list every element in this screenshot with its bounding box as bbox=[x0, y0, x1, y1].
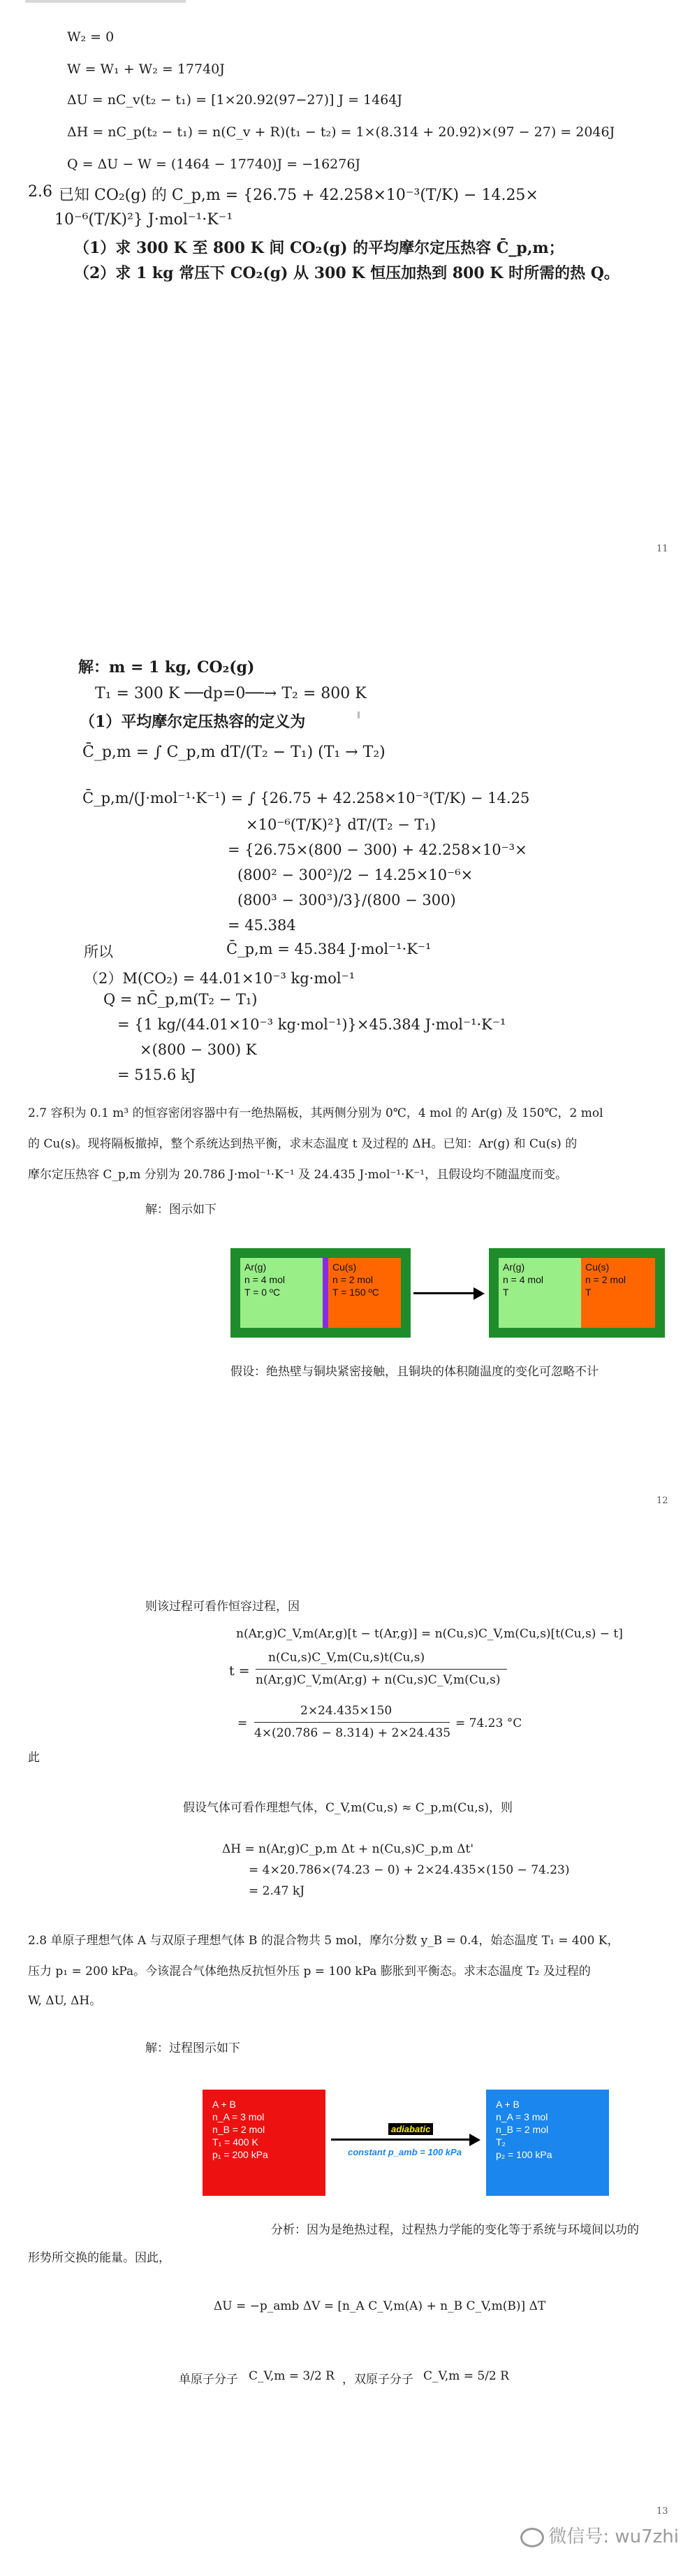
expansion-arrow-head bbox=[469, 2134, 480, 2146]
process-arrow-head bbox=[474, 1287, 485, 1300]
solution-2-6-given: 解：m = 1 kg, CO₂(g) bbox=[78, 658, 255, 676]
solution-2-6-def: C̄_p,m = ∫ C_p,m dT/(T₂ − T₁) (T₁ → T₂) bbox=[82, 744, 386, 761]
initial-mixture-box bbox=[203, 2090, 325, 2196]
adiabatic-label: adiabatic bbox=[388, 2123, 433, 2135]
eq-du: ΔU = nC_v(t₂ − t₁) = [1×20.92(97−27)] J = 1464J bbox=[67, 92, 403, 108]
cu-final-temperature: T bbox=[585, 1287, 592, 1298]
problem-2-8-line1: 2.8 单原子理想气体 A 与双原子理想气体 B 的混合物共 5 mol，摩尔分数 y_B = 0.4，始态温度 T₁ = 400 K， bbox=[28, 1934, 619, 1948]
solution-2-6-eval-2: (800² − 300²)/2 − 14.25×10⁻⁶× bbox=[237, 867, 474, 883]
monatomic-cv: C_V,m = 3/2 R bbox=[249, 2369, 335, 2383]
chat-bubble-icon bbox=[520, 2528, 544, 2547]
t-formula-numerator: n(Cu,s)C_V,m(Cu,s)t(Cu,s) bbox=[268, 1651, 425, 1665]
cu-title: Cu(s) bbox=[332, 1261, 357, 1273]
insulating-partition bbox=[323, 1258, 328, 1328]
page-number-13: 13 bbox=[656, 2506, 668, 2517]
analysis-line-1: 分析：因为是绝热过程，过程热力学能的变化等于系统与环境间以功的 bbox=[271, 2223, 639, 2237]
final-temperature: T₂ bbox=[496, 2136, 506, 2148]
ar-final-moles: n = 4 mol bbox=[503, 1274, 543, 1285]
problem-2-7-line2: 的 Cu(s)。现将隔板撤掉，整个系统达到热平衡，求末态温度 t 及过程的 ΔH。已知：Ar(g) 和 Cu(s) 的 bbox=[28, 1137, 578, 1151]
heat-balance-equation: n(Ar,g)C_V,m(Ar,g)[t − t(Ar,g)] = n(Cu,s)C_V,m(Cu,s)[t(Cu,s) − t] bbox=[236, 1627, 623, 1641]
diagram-initial-state bbox=[230, 1248, 411, 1338]
cu-moles: n = 2 mol bbox=[332, 1274, 373, 1285]
equals-sign: = bbox=[237, 1716, 248, 1730]
solution-2-6-eval-3: (800³ − 300³)/3}/(800 − 300) bbox=[237, 892, 456, 909]
solution-2-6-q-sub-1: = {1 kg/(44.01×10⁻³ kg·mol⁻¹)}×45.384 J·mol⁻¹·K⁻¹ bbox=[117, 1016, 506, 1033]
t-formula-denominator: n(Ar,g)C_V,m(Ar,g) + n(Cu,s)C_V,m(Cu,s) bbox=[256, 1673, 501, 1687]
delta-h-eq-1: ΔH = n(Ar,g)C_p,m Δt + n(Cu,s)C_p,m Δt' bbox=[222, 1842, 474, 1856]
t-numeric-fraction-bar bbox=[254, 1722, 450, 1723]
problem-2-6-line1: 已知 CO₂(g) 的 C_p,m = {26.75 + 42.258×10⁻³(T/K) − 14.25× bbox=[59, 187, 538, 204]
final-pressure: p₂ = 100 kPa bbox=[496, 2149, 552, 2160]
delta-h-eq-2: = 4×20.786×(74.23 − 0) + 2×24.435×(150 − 74.23) bbox=[249, 1863, 570, 1877]
t-equals: t = bbox=[229, 1663, 250, 1679]
constant-pressure-label: constant p_amb = 100 kPa bbox=[348, 2147, 462, 2157]
solution-2-6-molar-mass: （2）M(CO₂) = 44.01×10⁻³ kg·mol⁻¹ bbox=[84, 970, 355, 987]
cu-temperature: T = 150 ºC bbox=[332, 1287, 379, 1298]
t-numeric-numerator: 2×24.435×150 bbox=[300, 1704, 392, 1718]
ar-final-temperature: T bbox=[503, 1287, 509, 1298]
problem-2-8-line2: 压力 p₁ = 200 kPa。今该混合气体绝热反抗恒外压 p = 100 kPa 膨胀到平衡态。求末态温度 T₂ 及过程的 bbox=[28, 1964, 591, 1978]
watermark-text: 微信号: wu7zhi bbox=[548, 2526, 679, 2547]
ideal-gas-assumption: 假设气体可看作理想气体，C_V,m(Cu,s) ≈ C_p,m(Cu,s)，则 bbox=[183, 1801, 513, 1815]
t-result: = 74.23 °C bbox=[455, 1716, 522, 1730]
expansion-arrow-line bbox=[331, 2139, 471, 2141]
problem-2-6-number: 2.6 bbox=[28, 183, 52, 201]
cu-solid-compartment bbox=[328, 1258, 401, 1328]
solution-2-6-def-heading: （1）平均摩尔定压热容的定义为 bbox=[80, 713, 306, 731]
delta-h-eq-3: = 2.47 kJ bbox=[249, 1884, 305, 1898]
problem-2-6-q1: （1）求 300 K 至 800 K 间 CO₂(g) 的平均摩尔定压热容 C̄_p,m； bbox=[74, 239, 564, 257]
eq-w: W = W₁ + W₂ = 17740J bbox=[67, 61, 225, 77]
solution-2-7-constant-volume: 则该过程可看作恒容过程，因 bbox=[145, 1600, 300, 1614]
ar-final-title: Ar(g) bbox=[503, 1261, 525, 1273]
eq-q: Q = ΔU − W = (1464 − 17740)J = −16276J bbox=[67, 157, 361, 172]
monatomic-label: 单原子分子 bbox=[179, 2373, 238, 2387]
diatomic-label: ，双原子分子 bbox=[342, 2373, 413, 2387]
wechat-watermark bbox=[520, 2522, 679, 2548]
final-nb: n_B = 2 mol bbox=[496, 2124, 549, 2135]
initial-mixture-title: A + B bbox=[212, 2099, 236, 2110]
cu-final-moles: n = 2 mol bbox=[585, 1274, 626, 1285]
t-formula-fraction-bar bbox=[256, 1669, 507, 1670]
cu-solid-final bbox=[581, 1258, 655, 1328]
problem-2-6-q2: （2）求 1 kg 常压下 CO₂(g) 从 300 K 恒压加热到 800 K 时所需的热 Q。 bbox=[74, 264, 619, 282]
initial-temperature: T₁ = 400 K bbox=[212, 2136, 258, 2148]
final-mixture-title: A + B bbox=[496, 2099, 520, 2110]
solution-2-6-integral-1: C̄_p,m/(J·mol⁻¹·K⁻¹) = ∫ {26.75 + 42.258×10⁻³(T/K) − 14.25 bbox=[82, 790, 530, 806]
final-na: n_A = 3 mol bbox=[496, 2111, 548, 2122]
eq-dh: ΔH = nC_p(t₂ − t₁) = n(C_v + R)(t₁ − t₂) = 1×(8.314 + 20.92)×(97 − 27) = 2046J bbox=[67, 124, 615, 140]
solution-2-7-assumption: 假设：绝热壁与铜块紧密接触，且铜块的体积随温度的变化可忽略不计 bbox=[230, 1365, 599, 1379]
delta-u-equation: ΔU = −p_amb ΔV = [n_A C_V,m(A) + n_B C_V,m(B)] ΔT bbox=[214, 2299, 546, 2313]
scan-mark bbox=[358, 711, 360, 718]
solution-2-6-result: = 45.384 bbox=[228, 917, 296, 934]
initial-pressure: p₁ = 200 kPa bbox=[212, 2149, 268, 2160]
solution-2-7-intro: 解：图示如下 bbox=[145, 1203, 217, 1217]
solution-2-6-q-formula: Q = nC̄_p,m(T₂ − T₁) bbox=[103, 991, 258, 1008]
solution-2-6-eval-1: = {26.75×(800 − 300) + 42.258×10⁻³× bbox=[228, 841, 527, 858]
page-top-edge bbox=[25, 0, 186, 3]
analysis-line-2: 形势所交换的能量。因此， bbox=[28, 2251, 170, 2265]
page-number-12: 12 bbox=[656, 1496, 668, 1506]
solution-2-6-mean-cp: C̄_p,m = 45.384 J·mol⁻¹·K⁻¹ bbox=[226, 941, 432, 957]
ar-temperature: T = 0 ºC bbox=[244, 1287, 281, 1298]
ar-moles: n = 4 mol bbox=[244, 1274, 285, 1285]
cu-final-title: Cu(s) bbox=[585, 1261, 610, 1273]
solution-2-8-intro: 解：过程图示如下 bbox=[145, 2041, 240, 2055]
diagram-final-state bbox=[489, 1248, 665, 1338]
ar-title: Ar(g) bbox=[244, 1261, 267, 1273]
initial-nb: n_B = 2 mol bbox=[212, 2124, 265, 2135]
solution-2-6-integral-2: ×10⁻⁶(T/K)²} dT/(T₂ − T₁) bbox=[246, 816, 436, 833]
problem-2-8-line3: W, ΔU, ΔH。 bbox=[28, 1994, 102, 2008]
ar-gas-final bbox=[499, 1258, 581, 1328]
ar-gas-compartment bbox=[240, 1258, 323, 1328]
t-numeric-denominator: 4×(20.786 − 8.314) + 2×24.435 bbox=[254, 1726, 451, 1740]
initial-na: n_A = 3 mol bbox=[212, 2111, 265, 2122]
solution-2-6-q-sub-2: ×(800 − 300) K bbox=[140, 1041, 257, 1058]
problem-2-7-line1: 2.7 容积为 0.1 m³ 的恒容密闭容器中有一绝热隔板，其两侧分别为 0℃，4 mol 的 Ar(g) 及 150℃，2 mol bbox=[28, 1106, 603, 1120]
solution-2-6-q-result: = 515.6 kJ bbox=[117, 1066, 196, 1083]
solution-2-6-therefore: 所以 bbox=[84, 943, 113, 960]
solution-2-6-process: T₁ = 300 K ──dp=0──→ T₂ = 800 K bbox=[95, 685, 367, 702]
side-character: 此 bbox=[28, 1751, 40, 1765]
process-arrow-line bbox=[413, 1292, 475, 1294]
page-number-11: 11 bbox=[656, 544, 668, 554]
problem-2-6-line2: 10⁻⁶(T/K)²} J·mol⁻¹·K⁻¹ bbox=[54, 211, 233, 229]
eq-w2: W₂ = 0 bbox=[67, 29, 115, 45]
final-mixture-box bbox=[486, 2090, 609, 2196]
diatomic-cv: C_V,m = 5/2 R bbox=[423, 2369, 509, 2383]
problem-2-7-line3: 摩尔定压热容 C_p,m 分别为 20.786 J·mol⁻¹·K⁻¹ 及 24.435 J·mol⁻¹·K⁻¹，且假设均不随温度而变。 bbox=[28, 1168, 568, 1182]
